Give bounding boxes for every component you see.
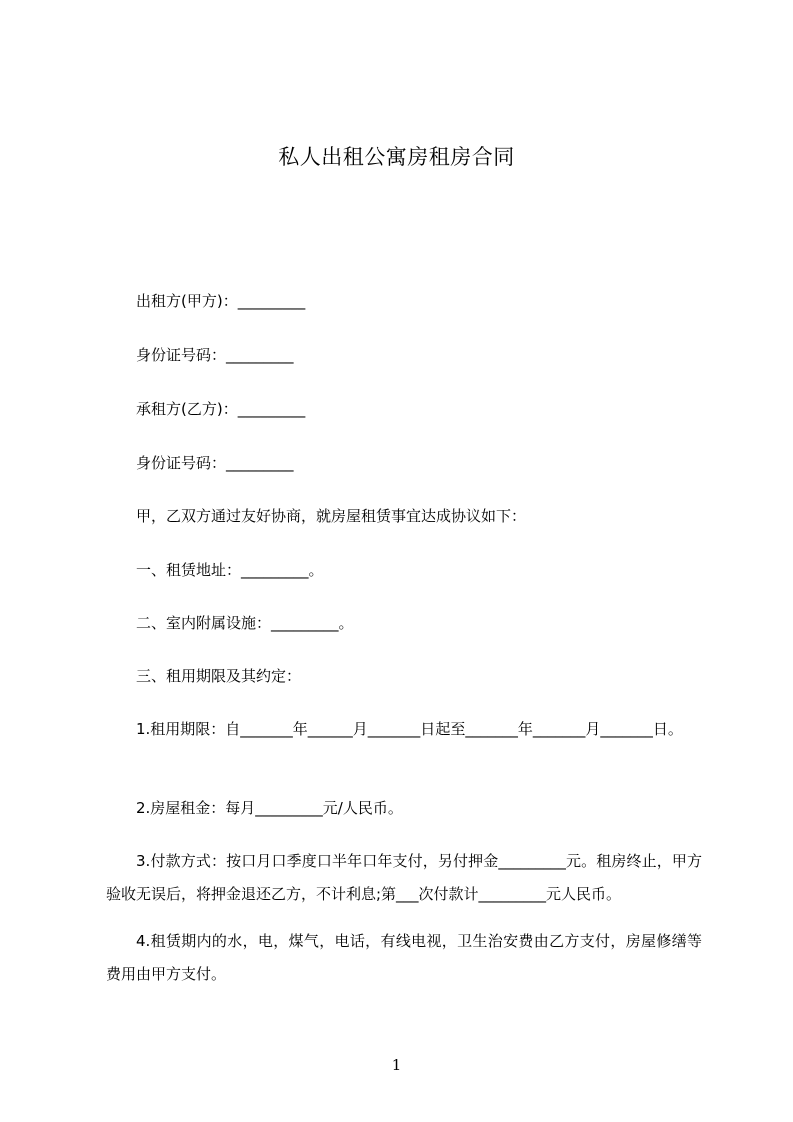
document-title: 私人出租公寓房租房合同 — [278, 145, 515, 169]
intro-paragraph: 甲，乙双方通过友好协商，就房屋租赁事宜达成协议如下： — [136, 507, 527, 525]
section-rental-address: 一、租赁地址：_________。 — [136, 561, 324, 579]
section-term-heading: 三、租用期限及其约定： — [136, 667, 302, 685]
lessor-line: 出租方(甲方)：_________ — [136, 292, 306, 310]
section-facilities: 二、室内附属设施：_________。 — [136, 614, 354, 632]
clause-payment-method: 3.付款方式：按口月口季度口半年口年支付，另付押金_________元。租房终止，甲方验收无误后，将押金退还乙方，不计利息;第___次付款计_________元人民币。 — [106, 852, 702, 903]
clause-rent-amount: 2.房屋租金：每月_________元/人民币。 — [136, 799, 403, 817]
lessee-line: 承租方(乙方)：_________ — [136, 400, 306, 418]
lessee-id-line: 身份证号码：_________ — [136, 454, 294, 472]
clause-rental-period: 1.租用期限：自_______年______月_______日起至_______年_______月_______日。 — [136, 720, 683, 738]
page-number: 1 — [391, 1056, 402, 1074]
clause-utilities: 4.租赁期内的水，电，煤气，电话，有线电视，卫生治安费由乙方支付，房屋修缮等费用由甲方支付。 — [106, 932, 702, 983]
lessor-id-line: 身份证号码：_________ — [136, 346, 294, 364]
